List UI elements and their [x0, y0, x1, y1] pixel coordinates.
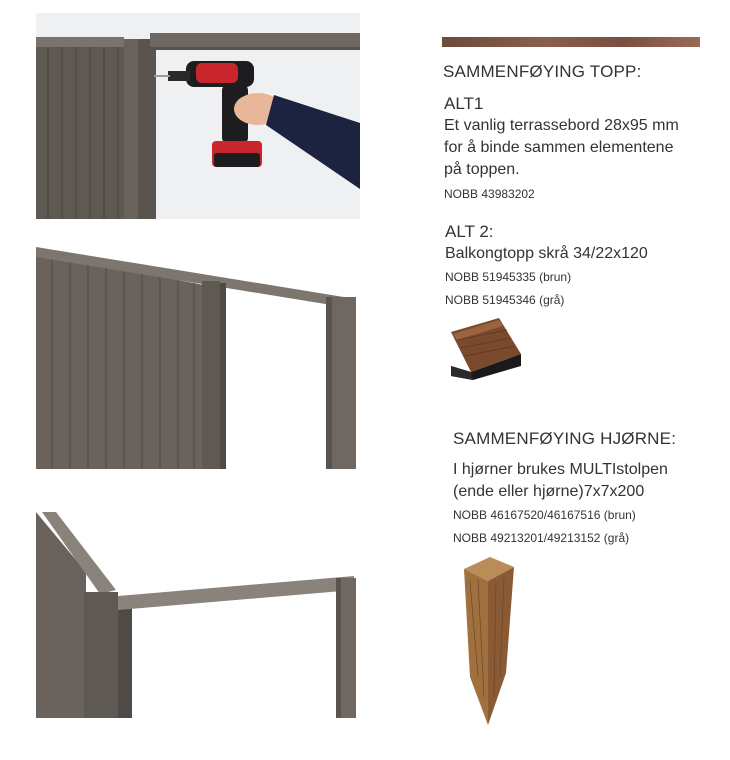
alt2-title: ALT 2:: [445, 222, 494, 241]
fence-corner-photo: [36, 512, 356, 718]
fence-top-photo: [36, 247, 356, 469]
alt1-line: Et vanlig terrassebord 28x95 mm: [444, 117, 679, 134]
alt1-line: på toppen.: [444, 161, 520, 178]
brand-bar: [442, 37, 700, 47]
alt1-line: for å binde sammen elementene: [444, 139, 674, 156]
alt1-description: [444, 115, 679, 181]
corner-joint-heading: SAMMENFØYING HJØRNE:: [453, 429, 677, 448]
corner-line: (ende eller hjørne)7x7x200: [453, 483, 645, 500]
alt1-title: ALT1: [444, 94, 484, 113]
alt2-description: Balkongtopp skrå 34/22x120: [445, 245, 648, 262]
alt2-nobb-grey: NOBB 51945346 (grå): [445, 293, 565, 307]
corner-nobb-brown: NOBB 46167520/46167516 (brun): [453, 508, 636, 522]
balcony-top-profile: [443, 318, 521, 384]
alt2-nobb-brown: NOBB 51945335 (brun): [445, 270, 572, 284]
corner-description: [453, 459, 668, 503]
alt1-nobb: NOBB 43983202: [444, 187, 535, 201]
top-joint-heading: SAMMENFØYING TOPP:: [443, 62, 642, 81]
corner-line: I hjørner brukes MULTIstolpen: [453, 461, 668, 478]
drill-photo: [36, 13, 360, 219]
corner-nobb-grey: NOBB 49213201/49213152 (grå): [453, 531, 630, 545]
multi-post: [458, 557, 516, 727]
